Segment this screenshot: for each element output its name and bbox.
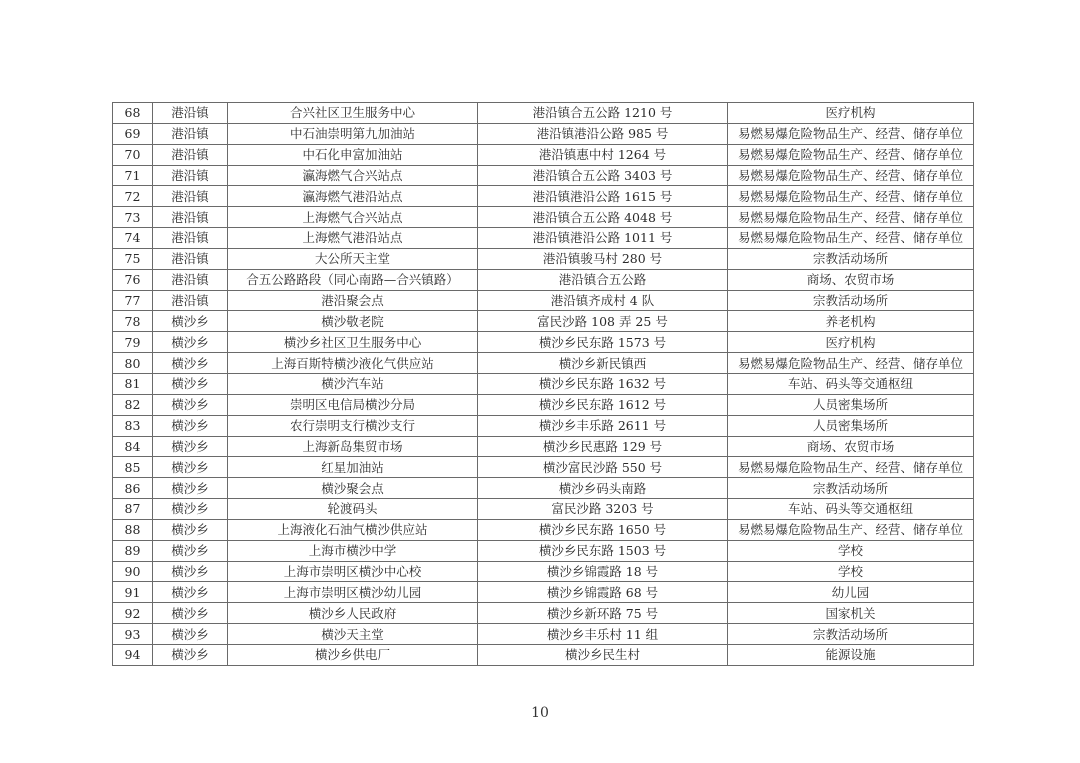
- facility-type-cell: 易燃易爆危险物品生产、经营、储存单位: [728, 457, 974, 478]
- table-row: [113, 644, 974, 665]
- address-cell: 富民沙路 108 弄 25 号: [478, 311, 728, 332]
- facility-type-cell: 易燃易爆危险物品生产、经营、储存单位: [728, 165, 974, 186]
- row-number-cell: 68: [113, 103, 153, 124]
- town-cell: 港沿镇: [153, 186, 228, 207]
- table-row: [113, 144, 974, 165]
- table-row: [113, 353, 974, 374]
- facility-type-cell: 人员密集场所: [728, 415, 974, 436]
- table-row: [113, 457, 974, 478]
- facility-type-cell: 幼儿园: [728, 582, 974, 603]
- facility-name-cell: 合兴社区卫生服务中心: [228, 103, 478, 124]
- table-row: [113, 186, 974, 207]
- town-cell: 横沙乡: [153, 582, 228, 603]
- row-number-cell: 70: [113, 144, 153, 165]
- row-number-cell: 89: [113, 540, 153, 561]
- facility-type-cell: 医疗机构: [728, 103, 974, 124]
- address-cell: 横沙乡锦霞路 68 号: [478, 582, 728, 603]
- facility-name-cell: 上海燃气合兴站点: [228, 207, 478, 228]
- facility-name-cell: 横沙天主堂: [228, 624, 478, 645]
- facility-name-cell: 上海市崇明区横沙中心校: [228, 561, 478, 582]
- facility-name-cell: 大公所天主堂: [228, 248, 478, 269]
- address-cell: 港沿镇骏马村 280 号: [478, 248, 728, 269]
- row-number-cell: 73: [113, 207, 153, 228]
- town-cell: 港沿镇: [153, 290, 228, 311]
- facility-name-cell: 横沙聚会点: [228, 478, 478, 499]
- row-number-cell: 79: [113, 332, 153, 353]
- facility-type-cell: 学校: [728, 540, 974, 561]
- facility-name-cell: 上海市崇明区横沙幼儿园: [228, 582, 478, 603]
- facility-type-cell: 易燃易爆危险物品生产、经营、储存单位: [728, 186, 974, 207]
- town-cell: 港沿镇: [153, 144, 228, 165]
- facility-name-cell: 上海新岛集贸市场: [228, 436, 478, 457]
- address-cell: 横沙乡民东路 1650 号: [478, 519, 728, 540]
- row-number-cell: 91: [113, 582, 153, 603]
- facility-type-cell: 宗教活动场所: [728, 624, 974, 645]
- town-cell: 横沙乡: [153, 436, 228, 457]
- facility-name-cell: 中石油崇明第九加油站: [228, 123, 478, 144]
- town-cell: 港沿镇: [153, 123, 228, 144]
- address-cell: 横沙乡新环路 75 号: [478, 603, 728, 624]
- row-number-cell: 77: [113, 290, 153, 311]
- town-cell: 横沙乡: [153, 311, 228, 332]
- town-cell: 横沙乡: [153, 644, 228, 665]
- row-number-cell: 76: [113, 269, 153, 290]
- row-number-cell: 74: [113, 228, 153, 249]
- row-number-cell: 80: [113, 353, 153, 374]
- facility-type-cell: 车站、码头等交通枢纽: [728, 499, 974, 520]
- row-number-cell: 72: [113, 186, 153, 207]
- facility-type-cell: 医疗机构: [728, 332, 974, 353]
- facility-name-cell: 合五公路路段（同心南路—合兴镇路）: [228, 269, 478, 290]
- row-number-cell: 87: [113, 499, 153, 520]
- facility-type-cell: 商场、农贸市场: [728, 269, 974, 290]
- row-number-cell: 84: [113, 436, 153, 457]
- facility-type-cell: 人员密集场所: [728, 394, 974, 415]
- facility-type-cell: 易燃易爆危险物品生产、经营、储存单位: [728, 123, 974, 144]
- row-number-cell: 81: [113, 373, 153, 394]
- facility-name-cell: 横沙汽车站: [228, 373, 478, 394]
- facility-type-cell: 易燃易爆危险物品生产、经营、储存单位: [728, 353, 974, 374]
- facility-type-cell: 国家机关: [728, 603, 974, 624]
- facility-type-cell: 学校: [728, 561, 974, 582]
- table-row: [113, 228, 974, 249]
- table-row: [113, 415, 974, 436]
- facility-name-cell: 横沙乡人民政府: [228, 603, 478, 624]
- address-cell: 港沿镇合五公路: [478, 269, 728, 290]
- row-number-cell: 82: [113, 394, 153, 415]
- table-row: [113, 269, 974, 290]
- facility-name-cell: 轮渡码头: [228, 499, 478, 520]
- table-row: [113, 436, 974, 457]
- town-cell: 横沙乡: [153, 499, 228, 520]
- facility-name-cell: 农行崇明支行横沙支行: [228, 415, 478, 436]
- town-cell: 横沙乡: [153, 624, 228, 645]
- town-cell: 港沿镇: [153, 269, 228, 290]
- table-row: [113, 373, 974, 394]
- facility-name-cell: 横沙敬老院: [228, 311, 478, 332]
- table-row: [113, 165, 974, 186]
- facility-name-cell: 上海燃气港沿站点: [228, 228, 478, 249]
- town-cell: 港沿镇: [153, 103, 228, 124]
- table-row: [113, 394, 974, 415]
- town-cell: 横沙乡: [153, 540, 228, 561]
- address-cell: 港沿镇合五公路 1210 号: [478, 103, 728, 124]
- facility-type-cell: 能源设施: [728, 644, 974, 665]
- facility-type-cell: 易燃易爆危险物品生产、经营、储存单位: [728, 519, 974, 540]
- facility-name-cell: 上海百斯特横沙液化气供应站: [228, 353, 478, 374]
- table-row: [113, 332, 974, 353]
- address-cell: 港沿镇惠中村 1264 号: [478, 144, 728, 165]
- row-number-cell: 88: [113, 519, 153, 540]
- facility-name-cell: 港沿聚会点: [228, 290, 478, 311]
- row-number-cell: 83: [113, 415, 153, 436]
- town-cell: 横沙乡: [153, 478, 228, 499]
- row-number-cell: 78: [113, 311, 153, 332]
- row-number-cell: 69: [113, 123, 153, 144]
- address-cell: 富民沙路 3203 号: [478, 499, 728, 520]
- facility-name-cell: 上海液化石油气横沙供应站: [228, 519, 478, 540]
- address-cell: 港沿镇港沿公路 1615 号: [478, 186, 728, 207]
- address-cell: 横沙乡民东路 1573 号: [478, 332, 728, 353]
- address-cell: 港沿镇齐成村 4 队: [478, 290, 728, 311]
- address-cell: 港沿镇港沿公路 1011 号: [478, 228, 728, 249]
- table-row: [113, 582, 974, 603]
- table-row: [113, 561, 974, 582]
- address-cell: 横沙乡丰乐村 11 组: [478, 624, 728, 645]
- address-cell: 港沿镇合五公路 4048 号: [478, 207, 728, 228]
- town-cell: 横沙乡: [153, 457, 228, 478]
- facility-name-cell: 红星加油站: [228, 457, 478, 478]
- town-cell: 横沙乡: [153, 373, 228, 394]
- row-number-cell: 94: [113, 644, 153, 665]
- table-row: [113, 499, 974, 520]
- table-row: [113, 207, 974, 228]
- row-number-cell: 92: [113, 603, 153, 624]
- row-number-cell: 75: [113, 248, 153, 269]
- facility-type-cell: 宗教活动场所: [728, 478, 974, 499]
- table-row: [113, 519, 974, 540]
- table-row: [113, 603, 974, 624]
- town-cell: 港沿镇: [153, 248, 228, 269]
- facility-type-cell: 易燃易爆危险物品生产、经营、储存单位: [728, 207, 974, 228]
- facility-name-cell: 上海市横沙中学: [228, 540, 478, 561]
- facility-type-cell: 宗教活动场所: [728, 248, 974, 269]
- row-number-cell: 90: [113, 561, 153, 582]
- address-cell: 横沙乡锦霞路 18 号: [478, 561, 728, 582]
- address-cell: 横沙乡民东路 1612 号: [478, 394, 728, 415]
- facility-name-cell: 崇明区电信局横沙分局: [228, 394, 478, 415]
- facility-type-cell: 车站、码头等交通枢纽: [728, 373, 974, 394]
- address-cell: 横沙乡新民镇西: [478, 353, 728, 374]
- table-row: [113, 311, 974, 332]
- table-row: [113, 478, 974, 499]
- table-row: [113, 624, 974, 645]
- facility-name-cell: 瀛海燃气合兴站点: [228, 165, 478, 186]
- address-cell: 横沙乡民东路 1503 号: [478, 540, 728, 561]
- facility-type-cell: 易燃易爆危险物品生产、经营、储存单位: [728, 228, 974, 249]
- table-row: [113, 290, 974, 311]
- address-cell: 横沙乡民东路 1632 号: [478, 373, 728, 394]
- town-cell: 横沙乡: [153, 415, 228, 436]
- facility-type-cell: 养老机构: [728, 311, 974, 332]
- address-cell: 横沙乡民生村: [478, 644, 728, 665]
- facility-name-cell: 瀛海燃气港沿站点: [228, 186, 478, 207]
- town-cell: 横沙乡: [153, 332, 228, 353]
- facility-table: [112, 102, 974, 666]
- address-cell: 横沙富民沙路 550 号: [478, 457, 728, 478]
- town-cell: 横沙乡: [153, 519, 228, 540]
- address-cell: 港沿镇合五公路 3403 号: [478, 165, 728, 186]
- table-row: [113, 248, 974, 269]
- row-number-cell: 86: [113, 478, 153, 499]
- table-row: [113, 103, 974, 124]
- town-cell: 横沙乡: [153, 561, 228, 582]
- row-number-cell: 85: [113, 457, 153, 478]
- town-cell: 港沿镇: [153, 207, 228, 228]
- town-cell: 横沙乡: [153, 603, 228, 624]
- town-cell: 港沿镇: [153, 228, 228, 249]
- facility-name-cell: 横沙乡社区卫生服务中心: [228, 332, 478, 353]
- row-number-cell: 93: [113, 624, 153, 645]
- facility-name-cell: 横沙乡供电厂: [228, 644, 478, 665]
- facility-type-cell: 易燃易爆危险物品生产、经营、储存单位: [728, 144, 974, 165]
- address-cell: 横沙乡民惠路 129 号: [478, 436, 728, 457]
- page-number: 10: [531, 705, 549, 721]
- facility-table-body: [113, 103, 974, 666]
- table-row: [113, 540, 974, 561]
- table-row: [113, 123, 974, 144]
- facility-type-cell: 商场、农贸市场: [728, 436, 974, 457]
- town-cell: 横沙乡: [153, 394, 228, 415]
- address-cell: 横沙乡丰乐路 2611 号: [478, 415, 728, 436]
- town-cell: 横沙乡: [153, 353, 228, 374]
- row-number-cell: 71: [113, 165, 153, 186]
- address-cell: 港沿镇港沿公路 985 号: [478, 123, 728, 144]
- town-cell: 港沿镇: [153, 165, 228, 186]
- facility-name-cell: 中石化申富加油站: [228, 144, 478, 165]
- address-cell: 横沙乡码头南路: [478, 478, 728, 499]
- facility-type-cell: 宗教活动场所: [728, 290, 974, 311]
